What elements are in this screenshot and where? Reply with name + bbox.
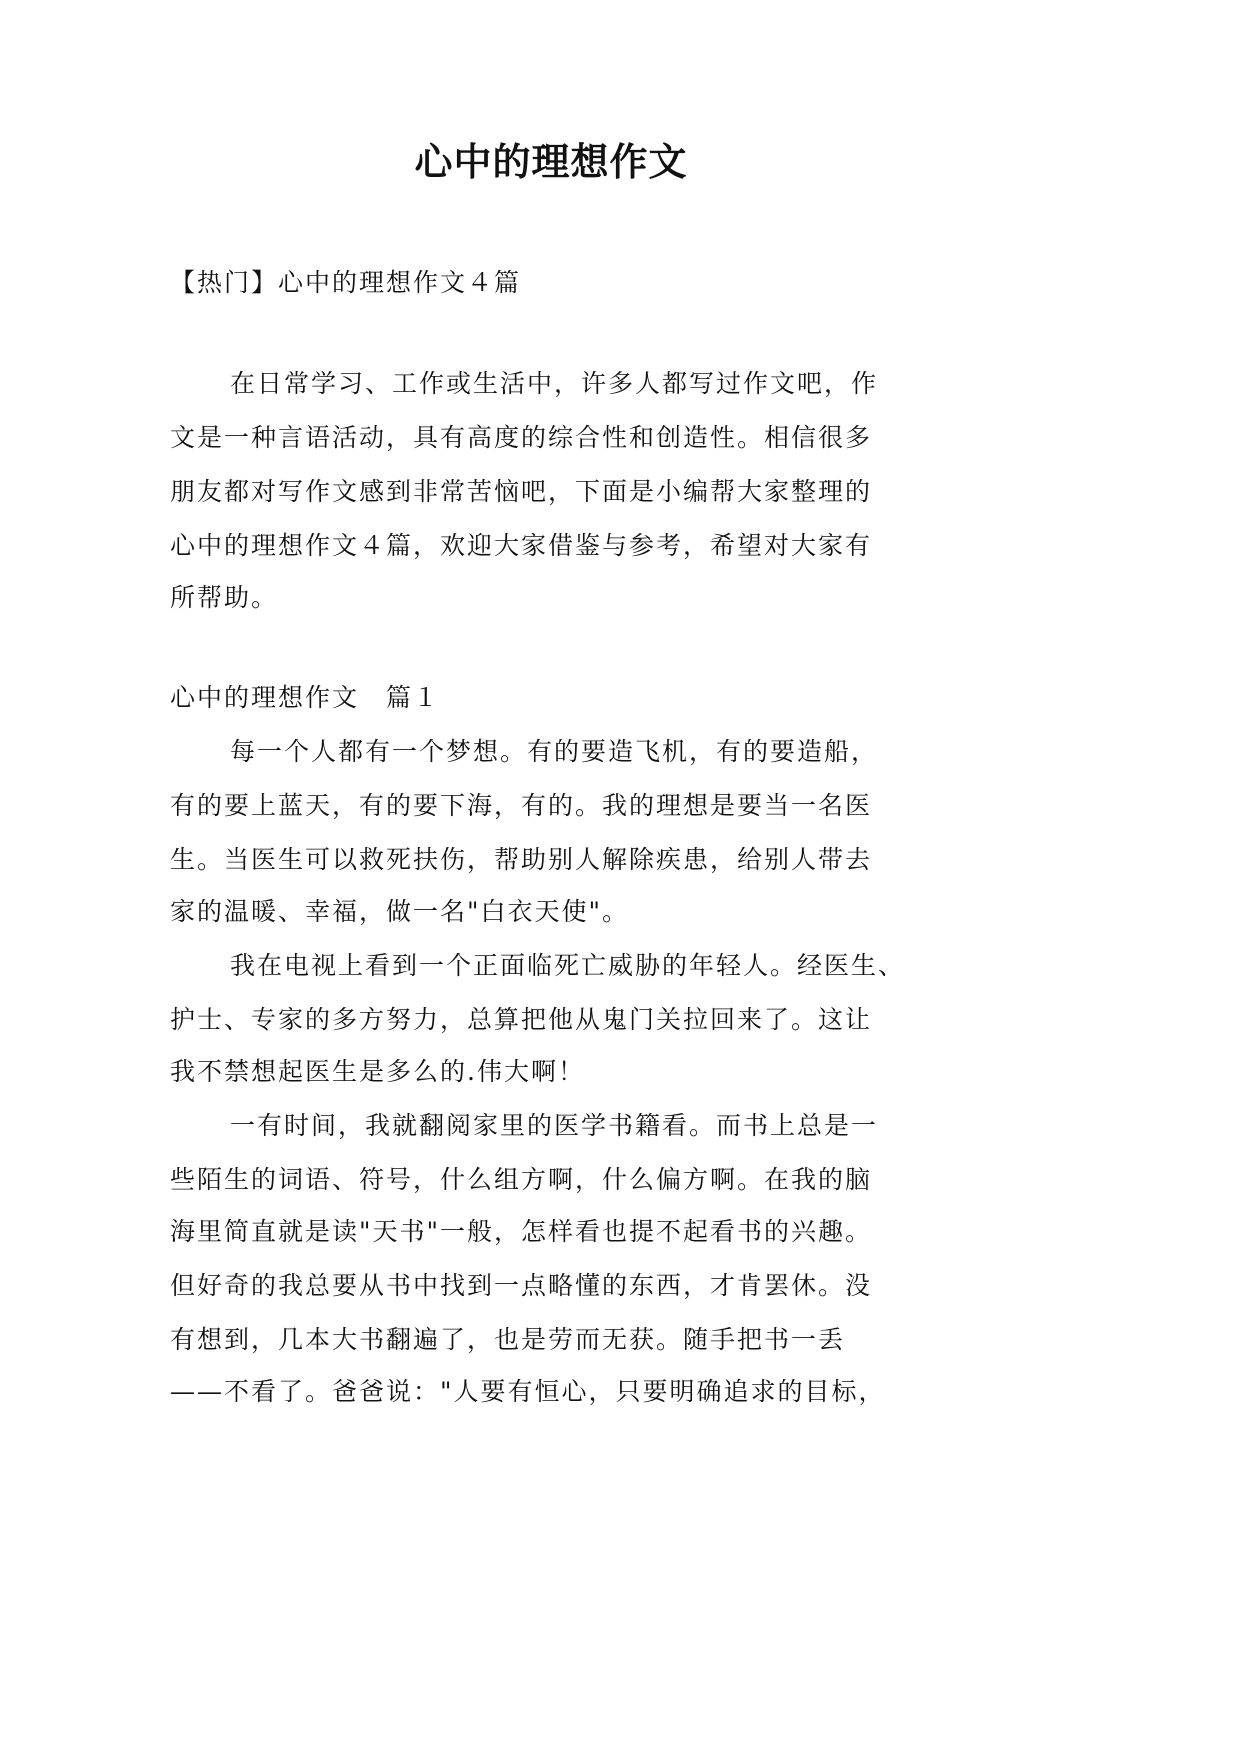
body-line: 有想到，几本大书翻遍了，也是劳而无获。随手把书一丢 [170,1325,846,1354]
body-line: 我在电视上看到一个正面临死亡威胁的年轻人。经医生、 [230,951,906,980]
body-line: 家的温暖、幸福，做一名"白衣天使"。 [170,897,629,926]
intro-line: 朋友都对写作文感到非常苦恼吧，下面是小编帮大家整理的 [170,477,873,506]
intro-line: 文是一种言语活动，具有高度的综合性和创造性。相信很多 [170,423,873,452]
body-line: 生。当医生可以救死扶伤，帮助别人解除疾患，给别人带去 [170,845,873,874]
section-heading: 心中的理想作文 篇１ [170,683,441,712]
body-line: 些陌生的词语、符号，什么组方啊，什么偏方啊。在我的脑 [170,1165,873,1194]
body-line: 有的要上蓝天，有的要下海，有的。我的理想是要当一名医 [170,791,873,820]
body-line: 但好奇的我总要从书中找到一点略懂的东西，才肯罢休。没 [170,1271,873,1300]
intro-line: 在日常学习、工作或生活中，许多人都写过作文吧，作 [230,369,879,398]
intro-line: 所帮助。 [170,583,279,612]
body-line: 海里简直就是读"天书"一般，怎样看也提不起看书的兴趣。 [170,1217,873,1246]
body-line: 我不禁想起医生是多么的.伟大啊！ [170,1057,585,1086]
intro-line: 心中的理想作文４篇，欢迎大家借鉴与参考，希望对大家有 [170,531,873,560]
body-line: 一有时间，我就翻阅家里的医学书籍看。而书上总是一 [230,1111,879,1140]
document-title: 心中的理想作文 [414,139,688,184]
body-line: ——不看了。爸爸说："人要有恒心，只要明确追求的目标， [170,1377,886,1406]
body-line: 护士、专家的多方努力，总算把他从鬼门关拉回来了。这让 [170,1005,873,1034]
document-subtitle: 【热门】心中的理想作文４篇 [170,268,522,297]
body-line: 每一个人都有一个梦想。有的要造飞机，有的要造船， [230,737,879,766]
